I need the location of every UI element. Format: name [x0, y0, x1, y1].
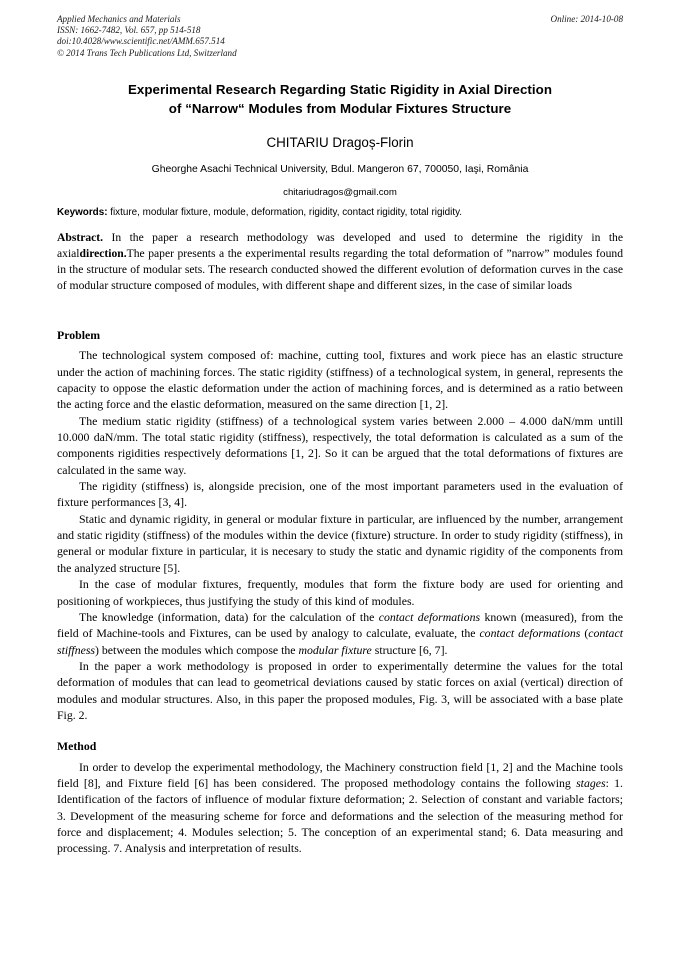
section-heading-method: Method	[57, 739, 97, 754]
abstract-part-2: The paper presents a the experimental results regarding the total deformation of ”narrow” modules found in the structure of modular sets. The research conducted showed the different evolution of deformation curves in the case of modular structure composed of modules, with different shape and different sizes, in the case of similar loads	[57, 247, 623, 293]
journal-name: Applied Mechanics and Materials	[57, 14, 181, 24]
author-email: chitariudragos@gmail.com	[283, 187, 397, 198]
emphasis-contact-stiffness: contact stiffness	[57, 626, 623, 657]
title-line-1: Experimental Research Regarding Static Rigidity in Axial Direction	[128, 82, 552, 97]
abstract-bold-run: direction.	[79, 247, 127, 261]
doi-line: doi:10.4028/www.scientific.net/AMM.657.514	[57, 36, 225, 47]
paragraph: The rigidity (stiffness) is, alongside precision, one of the most important parameters used in the evaluation of fixture performances [3, 4].	[57, 479, 623, 510]
emphasis-contact-deformations: contact deformations	[479, 626, 581, 641]
page-title	[57, 80, 623, 118]
publication-header	[57, 14, 623, 59]
paragraph: Static and dynamic rigidity, in general or modular fixture in particular, are influenced by the number, arrangement and static rigidity (stiffness) of the modules within the device (fixture) structure. In order to study rigidity (stiffness), in general or modular fixture in particular, it is necesary to study the static and dynamic rigidity of the components from the analyzed structure [5].	[57, 511, 623, 575]
abstract-block	[57, 230, 623, 294]
text-segment: In order to develop the experimental methodology, the Machinery construction field [1, 2] and the Machine tools field [8], and Fixture field [6] has been considered. The proposed methodology contains the following	[57, 759, 623, 790]
keywords-text: fixture, modular fixture, module, deformation, rigidity, contact rigidity, total rigidity.	[110, 207, 463, 218]
online-date: Online: 2014-10-08	[550, 14, 623, 24]
title-block	[57, 80, 623, 118]
author-block	[57, 133, 623, 200]
text-segment: (	[580, 626, 589, 641]
abstract-label: Abstract.	[57, 231, 104, 244]
text-segment: ) between the modules which compose the	[95, 642, 299, 657]
title-line-2: of “Narrow“ Modules from Modular Fixtures Structure	[168, 101, 512, 116]
text-segment: structure [6, 7].	[371, 642, 448, 657]
author-affiliation: Gheorghe Asachi Technical University, Bdul. Mangeron 67, 700050, Iaşi, România	[151, 164, 529, 175]
emphasis-contact-deformations: contact deformations	[378, 609, 481, 624]
author-name: CHITARIU Dragoș-Florin	[266, 135, 414, 150]
publication-header-top-row	[57, 14, 623, 25]
paragraph	[57, 609, 623, 658]
paragraph: In the paper a work methodology is proposed in order to experimentally determine the values for the total deformation of modules that can lead to geometrical deviations caused by static forces on axial (vertical) direction of modules and modular structures. Also, in this paper the proposed modules, Fig. 3, will be associated with a base plate Fig. 2.	[57, 658, 623, 722]
paragraph: The medium static rigidity (stiffness) of a technological system varies between 2.000 – 4.000 daN/mm untill 10.000 daN/mm. The total static rigidity (stiffness), respectively, the total deformation is calculated as a sum of the components rigidities respectively deformations [1, 2]. So it can be argued that the total deformations of fixtures are calculated in the same way.	[57, 413, 623, 477]
journal-info	[57, 14, 181, 25]
paragraph: In the case of modular fixtures, frequently, modules that form the fixture body are used for orienting and positioning of workpieces, thus justifying the study of this kind of modules.	[57, 577, 623, 608]
keywords-line	[57, 206, 623, 219]
copyright-line: © 2014 Trans Tech Publications Ltd, Switzerland	[57, 47, 237, 58]
paragraph: The technological system composed of: machine, cutting tool, fixtures and work piece has an elastic structure under the action of machining forces. The static rigidity (stiffness) of a technological system, in general, represents the capacity to oppose the elastic deformation under the action of machining forces, and is determined as a ratio between the acting force and the elastic deformation, measured on the same direction [1, 2].	[57, 348, 623, 412]
abstract-part-1: In the paper a research methodology was developed and used to determine the rigidity in the axial	[57, 231, 623, 261]
issn-volume-pages: ISSN: 1662-7482, Vol. 657, pp 514-518	[57, 25, 201, 36]
paragraph	[57, 759, 623, 857]
body-content	[57, 327, 623, 857]
text-segment: known (measured), from the field of Machine-tools and Fixtures, can be used by analogy to calculate, evaluate, the	[57, 609, 624, 641]
emphasis-modular-fixture: modular fixture	[298, 642, 372, 657]
emphasis-stages: stages	[576, 775, 606, 790]
section-heading-problem: Problem	[57, 328, 101, 342]
text-segment: : 1. Identification of the factors of influence of modular fixture deformation; 2. Selection of constant and variable factors; 3. Development of the measuring scheme for force and deformations and the selection of the measuring method for force and displacement; 4. Modules selection; 5. The conception of an experimental stand; 6. Data measuring and processing. 7. Analysis and interpretation of results.	[57, 775, 623, 856]
keywords-label: Keywords:	[57, 207, 108, 218]
text-segment: The knowledge (information, data) for the calculation of the	[79, 609, 379, 624]
